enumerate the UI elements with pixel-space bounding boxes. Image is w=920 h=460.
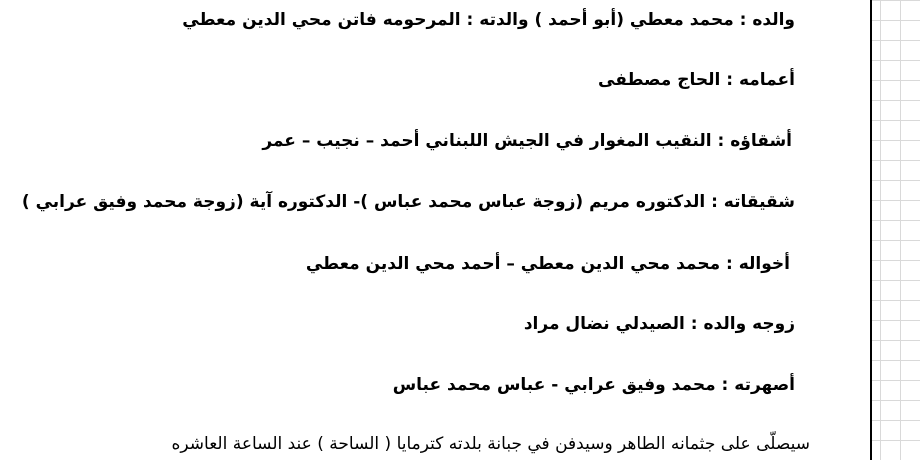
sisters-line: شقيقاته : الدكتوره مريم (زوجة عباس محمد عباس )- الدكتوره آية (زوجة محمد وفيق عرابي ) (21, 192, 795, 212)
parents-line: والده : محمد معطي (أبو أحمد ) والدته : المرحومه فاتن محي الدين معطي (182, 10, 795, 30)
brothers-line: أشقاؤه : النقيب المغوار في الجيش اللبناني أحمد – نجيب – عمر (262, 131, 792, 151)
maternal-uncles-line: أخواله : محمد محي الدين معطي – أحمد محي الدين معطي (305, 254, 790, 274)
stepmother-line: زوجه والده : الصيدلي نضال مراد (523, 314, 795, 334)
funeral-info-line: سيصلّى على جثمانه الطاهر وسيدفن في جبانة بلدته كترمايا ( الساحة ) عند الساعة العاشره (171, 434, 810, 454)
brothers-in-law-line: أصهرته : محمد وفيق عرابي - عباس محمد عباس (392, 375, 795, 395)
paternal-uncles-line: أعمامه : الحاج مصطفى (598, 70, 795, 90)
